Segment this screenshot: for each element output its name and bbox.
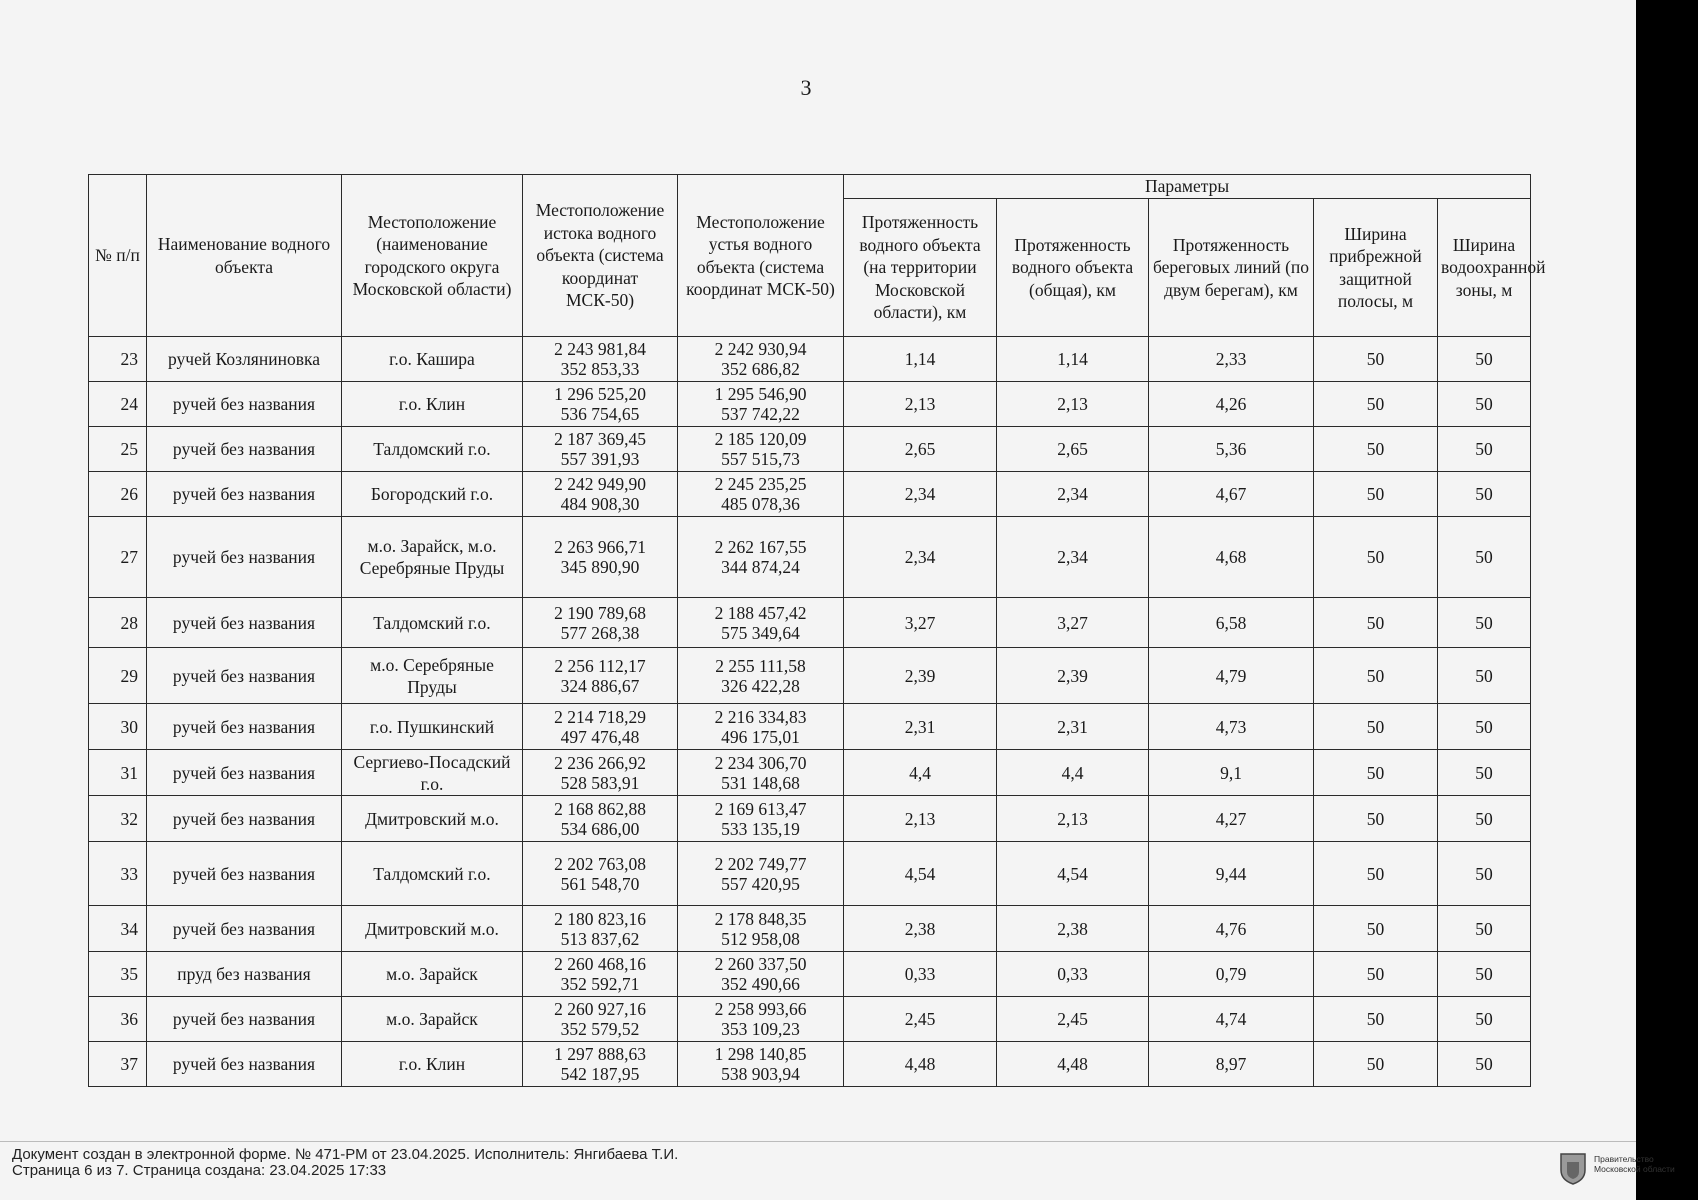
header-num: № п/п [89, 175, 147, 337]
water-object-name: ручей без названия [147, 997, 342, 1042]
source-coordinates: 1 297 888,63 542 187,95 [523, 1042, 678, 1087]
length-total: 2,38 [997, 906, 1149, 952]
water-object-name: ручей без названия [147, 382, 342, 427]
protective-strip-width: 50 [1314, 906, 1438, 952]
mouth-coordinates: 2 185 120,09 557 515,73 [678, 427, 844, 472]
row-number: 28 [89, 598, 147, 648]
length-total: 2,13 [997, 382, 1149, 427]
protective-strip-width: 50 [1314, 382, 1438, 427]
mouth-coordinates: 2 169 613,47 533 135,19 [678, 796, 844, 842]
length-in-region: 4,54 [844, 842, 997, 906]
mouth-coordinates: 2 242 930,94 352 686,82 [678, 337, 844, 382]
table-header [89, 175, 1546, 337]
protection-zone-width: 50 [1438, 952, 1531, 997]
shoreline-length: 4,27 [1149, 796, 1314, 842]
water-object-name: ручей без названия [147, 472, 342, 517]
row-number: 23 [89, 337, 147, 382]
municipal-district: м.о. Зарайск [342, 997, 523, 1042]
shoreline-length: 4,73 [1149, 704, 1314, 750]
header-protection-zone: Ширина водоохранной зоны, м [1438, 199, 1531, 337]
mouth-coordinates: 2 245 235,25 485 078,36 [678, 472, 844, 517]
row-number: 27 [89, 517, 147, 598]
protective-strip-width: 50 [1314, 997, 1438, 1042]
header-source: Местоположение истока водного объекта (система координат МСК-50) [523, 175, 678, 337]
mouth-coordinates: 2 188 457,42 575 349,64 [678, 598, 844, 648]
table-row [89, 704, 1531, 750]
mouth-coordinates: 1 298 140,85 538 903,94 [678, 1042, 844, 1087]
protection-zone-width: 50 [1438, 337, 1531, 382]
footer-divider [0, 1141, 1636, 1142]
row-number: 24 [89, 382, 147, 427]
water-object-name: ручей без названия [147, 517, 342, 598]
source-coordinates: 2 214 718,29 497 476,48 [523, 704, 678, 750]
mouth-coordinates: 2 255 111,58 326 422,28 [678, 648, 844, 704]
municipal-district: Талдомский г.о. [342, 427, 523, 472]
table-row [89, 842, 1531, 906]
length-total: 4,4 [997, 750, 1149, 796]
table-row [89, 337, 1531, 382]
mouth-coordinates: 1 295 546,90 537 742,22 [678, 382, 844, 427]
protective-strip-width: 50 [1314, 1042, 1438, 1087]
header-protective-strip: Ширина прибрежной защитной полосы, м [1314, 199, 1438, 337]
length-total: 3,27 [997, 598, 1149, 648]
page-number: 3 [800, 75, 812, 100]
shoreline-length: 9,1 [1149, 750, 1314, 796]
row-number: 29 [89, 648, 147, 704]
shoreline-length: 6,58 [1149, 598, 1314, 648]
length-in-region: 1,14 [844, 337, 997, 382]
length-total: 2,31 [997, 704, 1149, 750]
protection-zone-width: 50 [1438, 427, 1531, 472]
source-coordinates: 2 180 823,16 513 837,62 [523, 906, 678, 952]
header-length-mo: Протяженность водного объекта (на территории Московской области), км [844, 199, 997, 337]
row-number: 26 [89, 472, 147, 517]
municipal-district: г.о. Клин [342, 382, 523, 427]
source-coordinates: 2 243 981,84 352 853,33 [523, 337, 678, 382]
length-in-region: 2,34 [844, 517, 997, 598]
seal-caption-line-2: Московской области [1594, 1164, 1675, 1174]
mouth-coordinates: 2 202 749,77 557 420,95 [678, 842, 844, 906]
length-in-region: 2,38 [844, 906, 997, 952]
municipal-district: Богородский г.о. [342, 472, 523, 517]
footer-line-1: Документ создан в электронной форме. № 471-РМ от 23.04.2025. Исполнитель: Янгибаева Т.И. [12, 1146, 679, 1163]
municipal-district: Дмитровский м.о. [342, 796, 523, 842]
source-coordinates: 1 296 525,20 536 754,65 [523, 382, 678, 427]
seal-caption [1594, 1154, 1675, 1174]
shoreline-length: 4,26 [1149, 382, 1314, 427]
row-number: 30 [89, 704, 147, 750]
header-shoreline: Протяженность береговых линий (по двум берегам), км [1149, 199, 1314, 337]
protective-strip-width: 50 [1314, 517, 1438, 598]
source-coordinates: 2 260 468,16 352 592,71 [523, 952, 678, 997]
water-object-name: ручей Козляниновка [147, 337, 342, 382]
protective-strip-width: 50 [1314, 337, 1438, 382]
water-object-name: ручей без названия [147, 598, 342, 648]
row-number: 34 [89, 906, 147, 952]
mouth-coordinates: 2 234 306,70 531 148,68 [678, 750, 844, 796]
seal-caption-line-1: Правительство [1594, 1154, 1654, 1164]
mouth-coordinates: 2 262 167,55 344 874,24 [678, 517, 844, 598]
protective-strip-width: 50 [1314, 750, 1438, 796]
water-objects-table [88, 174, 1546, 1087]
shoreline-length: 8,97 [1149, 1042, 1314, 1087]
table-row [89, 906, 1531, 952]
length-total: 4,54 [997, 842, 1149, 906]
mouth-coordinates: 2 178 848,35 512 958,08 [678, 906, 844, 952]
shoreline-length: 4,68 [1149, 517, 1314, 598]
header-location: Местоположение (наименование городского округа Московской области) [342, 175, 523, 337]
source-coordinates: 2 202 763,08 561 548,70 [523, 842, 678, 906]
row-number: 37 [89, 1042, 147, 1087]
table-row [89, 382, 1531, 427]
length-in-region: 2,65 [844, 427, 997, 472]
source-coordinates: 2 190 789,68 577 268,38 [523, 598, 678, 648]
protection-zone-width: 50 [1438, 906, 1531, 952]
shoreline-length: 0,79 [1149, 952, 1314, 997]
length-in-region: 3,27 [844, 598, 997, 648]
water-object-name: ручей без названия [147, 427, 342, 472]
length-in-region: 2,45 [844, 997, 997, 1042]
table-row [89, 952, 1531, 997]
shoreline-length: 5,36 [1149, 427, 1314, 472]
protection-zone-width: 50 [1438, 750, 1531, 796]
length-in-region: 2,31 [844, 704, 997, 750]
municipal-district: Талдомский г.о. [342, 842, 523, 906]
municipal-district: г.о. Кашира [342, 337, 523, 382]
source-coordinates: 2 187 369,45 557 391,93 [523, 427, 678, 472]
source-coordinates: 2 260 927,16 352 579,52 [523, 997, 678, 1042]
protective-strip-width: 50 [1314, 648, 1438, 704]
protective-strip-width: 50 [1314, 796, 1438, 842]
source-coordinates: 2 256 112,17 324 886,67 [523, 648, 678, 704]
water-object-name: ручей без названия [147, 750, 342, 796]
length-in-region: 4,4 [844, 750, 997, 796]
protective-strip-width: 50 [1314, 842, 1438, 906]
scan-edge-band [1636, 0, 1698, 1200]
protection-zone-width: 50 [1438, 648, 1531, 704]
table-row [89, 472, 1531, 517]
length-in-region: 2,13 [844, 382, 997, 427]
length-in-region: 2,13 [844, 796, 997, 842]
row-number: 33 [89, 842, 147, 906]
municipal-district: Талдомский г.о. [342, 598, 523, 648]
municipal-district: г.о. Пушкинский [342, 704, 523, 750]
table-row [89, 997, 1531, 1042]
municipal-district: Дмитровский м.о. [342, 906, 523, 952]
shoreline-length: 2,33 [1149, 337, 1314, 382]
length-total: 2,65 [997, 427, 1149, 472]
footer-line-2: Страница 6 из 7. Страница создана: 23.04.2025 17:33 [12, 1162, 387, 1179]
protection-zone-width: 50 [1438, 1042, 1531, 1087]
mouth-coordinates: 2 258 993,66 353 109,23 [678, 997, 844, 1042]
length-total: 1,14 [997, 337, 1149, 382]
shoreline-length: 9,44 [1149, 842, 1314, 906]
water-object-name: ручей без названия [147, 842, 342, 906]
length-in-region: 2,34 [844, 472, 997, 517]
shoreline-length: 4,76 [1149, 906, 1314, 952]
length-total: 4,48 [997, 1042, 1149, 1087]
table-row [89, 750, 1531, 796]
length-total: 2,45 [997, 997, 1149, 1042]
water-object-name: ручей без названия [147, 906, 342, 952]
row-number: 25 [89, 427, 147, 472]
row-number: 35 [89, 952, 147, 997]
source-coordinates: 2 242 949,90 484 908,30 [523, 472, 678, 517]
municipal-district: Сергиево-Посадский г.о. [342, 750, 523, 796]
length-in-region: 2,39 [844, 648, 997, 704]
protective-strip-width: 50 [1314, 704, 1438, 750]
protection-zone-width: 50 [1438, 842, 1531, 906]
table-row [89, 598, 1531, 648]
length-total: 2,13 [997, 796, 1149, 842]
header-length-total: Протяженность водного объекта (общая), км [997, 199, 1149, 337]
municipal-district: г.о. Клин [342, 1042, 523, 1087]
length-total: 2,39 [997, 648, 1149, 704]
table-row [89, 427, 1531, 472]
protection-zone-width: 50 [1438, 796, 1531, 842]
shoreline-length: 4,74 [1149, 997, 1314, 1042]
protection-zone-width: 50 [1438, 472, 1531, 517]
header-params: Параметры [844, 175, 1531, 199]
water-object-name: пруд без названия [147, 952, 342, 997]
water-object-name: ручей без названия [147, 648, 342, 704]
mouth-coordinates: 2 260 337,50 352 490,66 [678, 952, 844, 997]
water-object-name: ручей без названия [147, 704, 342, 750]
protection-zone-width: 50 [1438, 704, 1531, 750]
table-body [89, 337, 1531, 1087]
shoreline-length: 4,67 [1149, 472, 1314, 517]
water-object-name: ручей без названия [147, 796, 342, 842]
protection-zone-width: 50 [1438, 598, 1531, 648]
row-number: 32 [89, 796, 147, 842]
shoreline-length: 4,79 [1149, 648, 1314, 704]
protective-strip-width: 50 [1314, 952, 1438, 997]
mouth-coordinates: 2 216 334,83 496 175,01 [678, 704, 844, 750]
protective-strip-width: 50 [1314, 427, 1438, 472]
coat-of-arms-icon [1555, 1150, 1591, 1186]
row-number: 31 [89, 750, 147, 796]
table-row [89, 796, 1531, 842]
protection-zone-width: 50 [1438, 997, 1531, 1042]
source-coordinates: 2 168 862,88 534 686,00 [523, 796, 678, 842]
source-coordinates: 2 236 266,92 528 583,91 [523, 750, 678, 796]
row-number: 36 [89, 997, 147, 1042]
source-coordinates: 2 263 966,71 345 890,90 [523, 517, 678, 598]
municipal-district: м.о. Зарайск [342, 952, 523, 997]
table-row [89, 517, 1531, 598]
length-in-region: 4,48 [844, 1042, 997, 1087]
table-row [89, 648, 1531, 704]
length-in-region: 0,33 [844, 952, 997, 997]
table-row [89, 1042, 1531, 1087]
protective-strip-width: 50 [1314, 598, 1438, 648]
header-name: Наименование водного объекта [147, 175, 342, 337]
municipal-district: м.о. Зарайск, м.о. Серебряные Пруды [342, 517, 523, 598]
length-total: 2,34 [997, 472, 1149, 517]
protection-zone-width: 50 [1438, 517, 1531, 598]
header-mouth: Местоположение устья водного объекта (система координат МСК-50) [678, 175, 844, 337]
length-total: 2,34 [997, 517, 1149, 598]
municipal-district: м.о. Серебряные Пруды [342, 648, 523, 704]
protective-strip-width: 50 [1314, 472, 1438, 517]
protection-zone-width: 50 [1438, 382, 1531, 427]
document-footer [12, 1147, 678, 1179]
length-total: 0,33 [997, 952, 1149, 997]
water-object-name: ручей без названия [147, 1042, 342, 1087]
